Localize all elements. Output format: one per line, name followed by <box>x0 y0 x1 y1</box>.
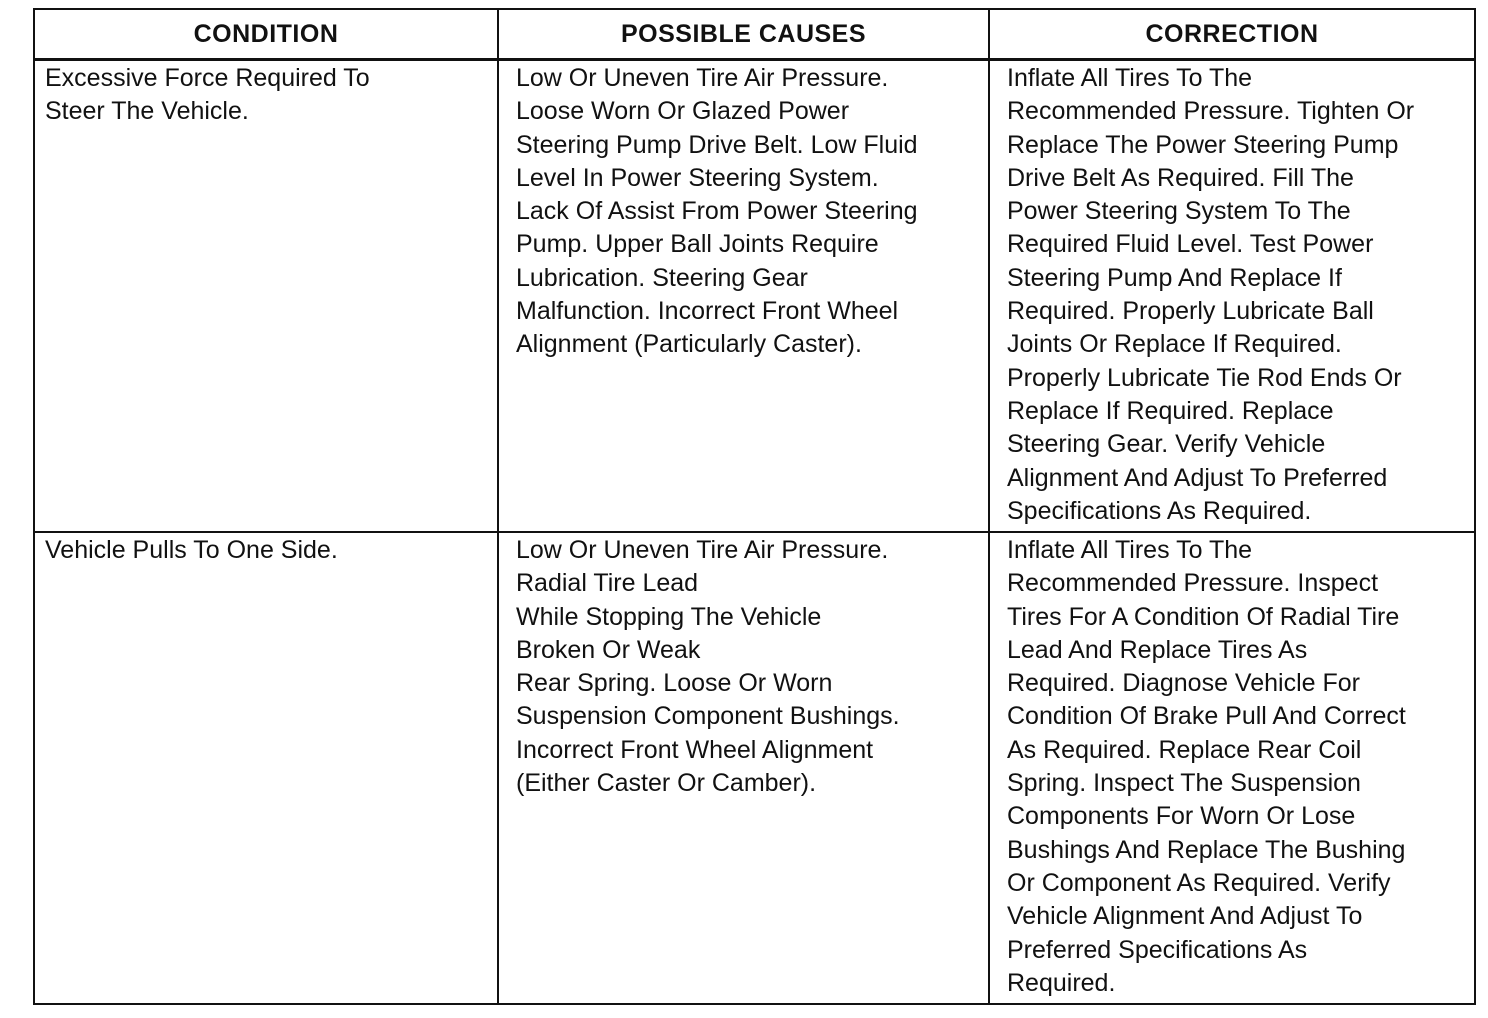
text-line: Rear Spring. Loose Or Worn <box>516 669 833 698</box>
text-line: Suspension Component Bushings. <box>516 702 900 731</box>
text-line: Steer The Vehicle. <box>45 97 249 126</box>
text-line: Required. Diagnose Vehicle For <box>1007 669 1360 698</box>
text-line: Broken Or Weak <box>516 635 701 664</box>
header-correction: CORRECTION <box>989 9 1475 60</box>
text-line: Power Steering System To The <box>1007 197 1351 226</box>
text-line: Pump. Upper Ball Joints Require <box>516 230 879 259</box>
header-condition: CONDITION <box>34 9 498 60</box>
possible-causes-cell <box>498 60 989 533</box>
text-line: While Stopping The Vehicle <box>516 602 822 631</box>
text-line: As Required. Replace Rear Coil <box>1007 735 1362 764</box>
table-row <box>34 60 1475 533</box>
condition-cell <box>34 532 498 1004</box>
diagnosis-table <box>33 8 1476 1005</box>
correction-cell <box>989 532 1475 1004</box>
text-line: Excessive Force Required To <box>45 64 370 92</box>
correction-cell <box>989 60 1475 533</box>
possible-causes-cell <box>498 532 989 1004</box>
text-line: Required. <box>1007 968 1116 997</box>
header-row <box>34 9 1475 60</box>
possible-causes-cell-text <box>499 533 988 800</box>
text-line: Lack Of Assist From Power Steering <box>516 197 918 226</box>
text-line: Replace If Required. Replace <box>1007 396 1334 425</box>
text-line: Steering Pump And Replace If <box>1007 263 1342 292</box>
text-line: Level In Power Steering System. <box>516 163 879 192</box>
correction-cell-text <box>990 61 1474 528</box>
text-line: Steering Pump Drive Belt. Low Fluid <box>516 130 918 159</box>
text-line: Recommended Pressure. Inspect <box>1007 569 1379 598</box>
text-line: Lubrication. Steering Gear <box>516 263 808 292</box>
text-line: Alignment And Adjust To Preferred <box>1007 463 1388 492</box>
text-line: Properly Lubricate Tie Rod Ends Or <box>1007 363 1402 392</box>
condition-cell-text <box>35 533 497 567</box>
text-line: Lead And Replace Tires As <box>1007 635 1308 664</box>
text-line: Specifications As Required. <box>1007 496 1312 525</box>
condition-cell <box>34 60 498 533</box>
text-line: Inflate All Tires To The <box>1007 64 1253 92</box>
condition-cell-text <box>35 61 497 129</box>
text-line: Required. Properly Lubricate Ball <box>1007 297 1374 326</box>
text-line: Drive Belt As Required. Fill The <box>1007 163 1354 192</box>
text-line: Bushings And Replace The Bushing <box>1007 835 1406 864</box>
text-line: Loose Worn Or Glazed Power <box>516 97 850 126</box>
text-line: Inflate All Tires To The <box>1007 536 1253 564</box>
correction-cell-text <box>990 533 1474 1000</box>
text-line: Preferred Specifications As <box>1007 935 1308 964</box>
text-line: Required Fluid Level. Test Power <box>1007 230 1374 259</box>
possible-causes-cell-text <box>499 61 988 362</box>
text-line: Or Component As Required. Verify <box>1007 868 1391 897</box>
text-line: Vehicle Pulls To One Side. <box>45 536 338 564</box>
text-line: Condition Of Brake Pull And Correct <box>1007 702 1406 731</box>
text-line: Replace The Power Steering Pump <box>1007 130 1399 159</box>
text-line: (Either Caster Or Camber). <box>516 769 817 798</box>
text-line: Low Or Uneven Tire Air Pressure. <box>516 64 889 92</box>
text-line: Alignment (Particularly Caster). <box>516 330 862 359</box>
text-line: Steering Gear. Verify Vehicle <box>1007 430 1326 459</box>
text-line: Low Or Uneven Tire Air Pressure. <box>516 536 889 564</box>
text-line: Components For Worn Or Lose <box>1007 802 1356 831</box>
text-line: Malfunction. Incorrect Front Wheel <box>516 297 899 326</box>
text-line: Incorrect Front Wheel Alignment <box>516 735 874 764</box>
text-line: Recommended Pressure. Tighten Or <box>1007 97 1415 126</box>
header-possible-causes: POSSIBLE CAUSES <box>498 9 989 60</box>
text-line: Vehicle Alignment And Adjust To <box>1007 902 1363 931</box>
text-line: Tires For A Condition Of Radial Tire <box>1007 602 1400 631</box>
text-line: Joints Or Replace If Required. <box>1007 330 1342 359</box>
text-line: Radial Tire Lead <box>516 569 699 598</box>
text-line: Spring. Inspect The Suspension <box>1007 769 1361 798</box>
table-row <box>34 532 1475 1004</box>
